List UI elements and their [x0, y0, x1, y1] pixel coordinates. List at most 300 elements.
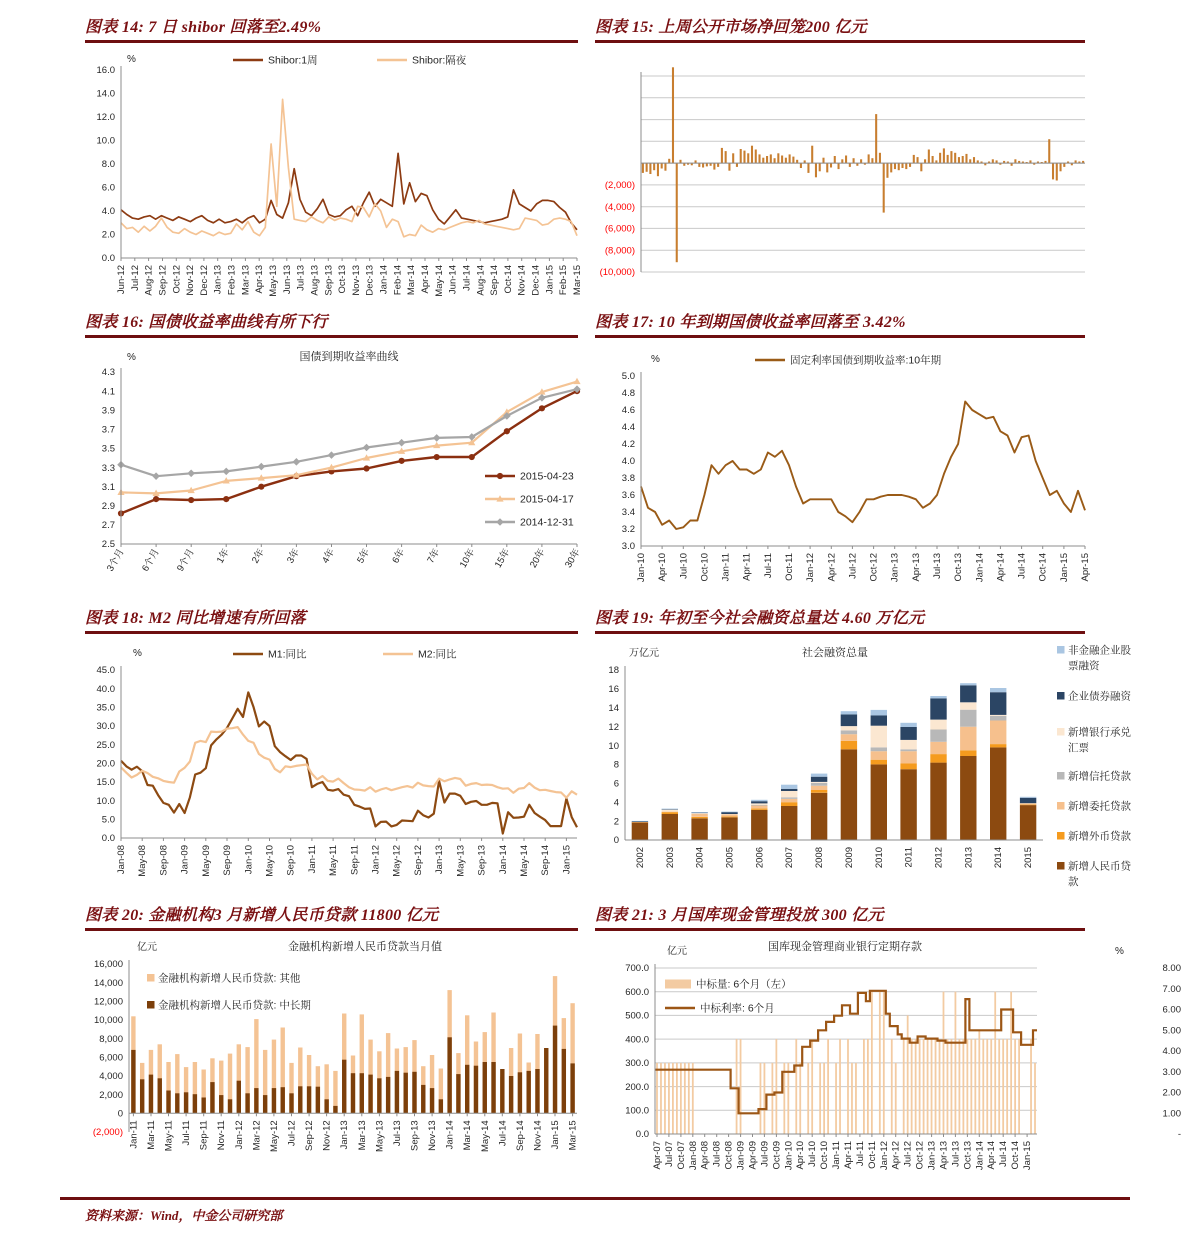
- svg-text:(10,000): (10,000): [599, 267, 635, 279]
- svg-text:Jul-10: Jul-10: [807, 1141, 819, 1167]
- svg-text:Sep-14: Sep-14: [514, 1120, 526, 1151]
- svg-text:Jul-08: Jul-08: [711, 1141, 723, 1167]
- svg-text:3.0: 3.0: [621, 541, 635, 553]
- svg-text:%: %: [127, 352, 136, 363]
- svg-text:1年: 1年: [214, 547, 232, 566]
- svg-text:3.4: 3.4: [621, 507, 635, 519]
- chart17-heading: [595, 309, 1085, 338]
- svg-text:2002: 2002: [634, 847, 646, 869]
- svg-text:35.0: 35.0: [96, 702, 115, 714]
- svg-text:非金融企业股: 非金融企业股: [1068, 644, 1131, 657]
- chart18-title: 图表 18: M2 同比增速有所回落: [85, 610, 306, 627]
- svg-text:Jan-14: Jan-14: [974, 1141, 986, 1171]
- svg-text:16.0: 16.0: [96, 65, 115, 77]
- svg-text:8.0: 8.0: [101, 159, 115, 171]
- chart16-title: 图表 16: 国债收益率曲线有所下行: [85, 314, 328, 331]
- svg-text:6.0: 6.0: [101, 182, 115, 194]
- svg-text:2007: 2007: [784, 847, 796, 869]
- svg-text:Jan-12: Jan-12: [878, 1141, 890, 1171]
- svg-text:Jan-09: Jan-09: [735, 1141, 747, 1171]
- svg-text:Sep-12: Sep-12: [304, 1120, 316, 1151]
- svg-text:0.0: 0.0: [635, 1129, 649, 1141]
- svg-text:金融机构新增人民币贷款当月值: 金融机构新增人民币贷款当月值: [288, 941, 442, 953]
- svg-text:10.0: 10.0: [96, 795, 115, 807]
- svg-text:Oct-14: Oct-14: [502, 265, 514, 294]
- svg-text:Sep-11: Sep-11: [198, 1120, 210, 1151]
- svg-text:4.0: 4.0: [621, 456, 635, 468]
- svg-text:18: 18: [608, 665, 619, 677]
- svg-text:2015-04-23: 2015-04-23: [520, 470, 574, 483]
- svg-text:May-11: May-11: [163, 1120, 175, 1152]
- svg-text:12: 12: [608, 721, 619, 733]
- svg-text:Dec-12: Dec-12: [198, 265, 210, 296]
- svg-text:0.0: 0.0: [101, 253, 115, 265]
- svg-text:14.0: 14.0: [96, 88, 115, 100]
- svg-text:(2,000): (2,000): [604, 180, 635, 192]
- svg-text:3.1: 3.1: [101, 481, 115, 493]
- svg-text:Apr-11: Apr-11: [843, 1141, 854, 1169]
- svg-text:Aug-12: Aug-12: [143, 265, 155, 296]
- svg-text:Oct-10: Oct-10: [819, 1141, 831, 1170]
- svg-text:社会融资总量: 社会融资总量: [802, 647, 868, 659]
- svg-text:国债到期收益率曲线: 国债到期收益率曲线: [299, 351, 399, 363]
- svg-text:Nov-13: Nov-13: [350, 265, 362, 296]
- svg-text:2011: 2011: [903, 847, 915, 868]
- svg-text:%: %: [1115, 946, 1124, 957]
- chart21-title: 图表 21: 3 月国库现金管理投放 300 亿元: [595, 907, 884, 924]
- svg-text:Jan-15: Jan-15: [1058, 553, 1070, 583]
- svg-text:新增信托贷款: 新增信托贷款: [1068, 770, 1131, 783]
- svg-text:4: 4: [613, 797, 619, 809]
- svg-text:2008: 2008: [814, 847, 826, 869]
- svg-text:14,000: 14,000: [93, 977, 123, 989]
- chart19-title: 图表 19: 年初至今社会融资总量达 4.60 万亿元: [595, 610, 925, 627]
- svg-text:9个月: 9个月: [175, 547, 197, 574]
- svg-text:2009: 2009: [843, 847, 855, 869]
- svg-text:2015-04-17: 2015-04-17: [520, 493, 574, 506]
- svg-text:Jan-08: Jan-08: [116, 845, 127, 875]
- svg-text:3.3: 3.3: [101, 462, 115, 474]
- svg-text:May-14: May-14: [519, 845, 530, 877]
- svg-text:Oct-12: Oct-12: [914, 1141, 926, 1170]
- svg-text:中标量: 6个月（左）: 中标量: 6个月（左）: [696, 978, 792, 991]
- svg-text:Jan-10: Jan-10: [636, 553, 647, 583]
- chart16-heading: [85, 309, 578, 338]
- svg-text:Oct-07: Oct-07: [675, 1141, 687, 1170]
- svg-text:Jul-14: Jul-14: [1016, 553, 1028, 579]
- svg-text:Jan-10: Jan-10: [243, 845, 255, 875]
- svg-text:6年: 6年: [390, 547, 408, 566]
- svg-text:8.00: 8.00: [1162, 963, 1181, 975]
- svg-text:(8,000): (8,000): [604, 245, 635, 257]
- svg-text:Mar-15: Mar-15: [567, 1120, 579, 1151]
- chart21-canvas: [595, 932, 1191, 1201]
- svg-text:Sep-13: Sep-13: [323, 265, 335, 296]
- svg-text:Sep-10: Sep-10: [285, 845, 297, 876]
- svg-text:5.0: 5.0: [101, 814, 115, 826]
- svg-text:Mar-11: Mar-11: [146, 1120, 157, 1150]
- svg-text:-: -: [1177, 1129, 1181, 1141]
- svg-text:Jan-13: Jan-13: [212, 265, 224, 295]
- chart18-heading: [85, 605, 578, 634]
- svg-text:2: 2: [613, 816, 619, 828]
- svg-text:2.7: 2.7: [101, 520, 115, 532]
- svg-text:%: %: [651, 354, 660, 365]
- svg-text:2014: 2014: [993, 847, 1005, 869]
- svg-text:Jul-12: Jul-12: [902, 1141, 914, 1167]
- svg-text:0: 0: [117, 1108, 123, 1120]
- svg-text:Sep-14: Sep-14: [540, 845, 552, 876]
- svg-text:Sep-11: Sep-11: [349, 845, 361, 875]
- svg-text:Jun-14: Jun-14: [447, 265, 459, 295]
- svg-text:Apr-12: Apr-12: [826, 553, 838, 582]
- svg-text:(4,000): (4,000): [604, 201, 635, 213]
- svg-text:2010: 2010: [873, 847, 885, 869]
- svg-text:1.00: 1.00: [1162, 1108, 1181, 1120]
- svg-text:7年: 7年: [425, 547, 443, 566]
- svg-text:15.0: 15.0: [96, 777, 115, 789]
- svg-text:2013: 2013: [963, 847, 975, 869]
- svg-text:Shibor:1周: Shibor:1周: [268, 54, 318, 67]
- svg-text:2004: 2004: [694, 847, 706, 869]
- svg-text:4.6: 4.6: [621, 405, 635, 417]
- svg-text:May-12: May-12: [391, 845, 403, 877]
- svg-text:2005: 2005: [724, 847, 736, 869]
- svg-text:Apr-11: Apr-11: [741, 553, 753, 581]
- svg-text:3.5: 3.5: [101, 443, 115, 455]
- svg-text:20.0: 20.0: [96, 758, 115, 770]
- svg-text:Apr-10: Apr-10: [657, 553, 669, 582]
- svg-text:Jun-12: Jun-12: [116, 265, 127, 295]
- svg-text:Jul-14: Jul-14: [461, 265, 473, 291]
- svg-text:Apr-14: Apr-14: [995, 553, 1007, 582]
- svg-text:新增外币贷款: 新增外币贷款: [1068, 830, 1131, 843]
- svg-text:Jul-13: Jul-13: [932, 553, 943, 579]
- svg-text:2.0: 2.0: [101, 229, 115, 241]
- svg-text:Sep-12: Sep-12: [412, 845, 424, 876]
- svg-text:Jan-13: Jan-13: [889, 553, 901, 583]
- svg-text:6: 6: [613, 778, 619, 790]
- svg-text:%: %: [127, 54, 136, 65]
- svg-text:Oct-10: Oct-10: [699, 553, 711, 582]
- svg-text:Apr-09: Apr-09: [747, 1141, 759, 1170]
- svg-text:16: 16: [608, 684, 619, 696]
- svg-text:Oct-09: Oct-09: [771, 1141, 783, 1170]
- svg-text:Oct-14: Oct-14: [1010, 1141, 1022, 1170]
- svg-text:国库现金管理商业银行定期存款: 国库现金管理商业银行定期存款: [768, 941, 922, 953]
- svg-text:亿元: 亿元: [667, 946, 687, 957]
- svg-text:May-14: May-14: [479, 1120, 491, 1152]
- chart18-canvas: [85, 636, 585, 907]
- svg-text:亿元: 亿元: [137, 942, 157, 953]
- chart16-canvas: [85, 342, 585, 613]
- chart14-canvas: [85, 46, 585, 313]
- chart21-heading: [595, 902, 1085, 931]
- svg-text:Jul-13: Jul-13: [950, 1141, 962, 1167]
- svg-text:4.00: 4.00: [1162, 1046, 1181, 1058]
- svg-text:Jul-14: Jul-14: [998, 1141, 1010, 1167]
- svg-text:10年: 10年: [457, 547, 478, 570]
- svg-text:Apr-14: Apr-14: [986, 1141, 998, 1170]
- svg-text:4.0: 4.0: [101, 206, 115, 218]
- chart14-title: 图表 14: 7 日 shibor 回落至2.49%: [85, 19, 322, 36]
- svg-text:Oct-12: Oct-12: [868, 553, 880, 582]
- svg-text:Jan-15: Jan-15: [550, 1120, 561, 1150]
- svg-text:Jan-15: Jan-15: [1022, 1141, 1034, 1171]
- svg-text:Jan-12: Jan-12: [805, 553, 817, 583]
- svg-text:3.00: 3.00: [1162, 1066, 1181, 1078]
- svg-text:(2,000): (2,000): [92, 1127, 123, 1139]
- svg-text:Oct-11: Oct-11: [866, 1141, 878, 1169]
- svg-text:Jul-09: Jul-09: [759, 1141, 771, 1167]
- svg-text:Jul-12: Jul-12: [129, 265, 141, 291]
- svg-text:Jan-11: Jan-11: [720, 553, 732, 582]
- svg-text:May-14: May-14: [433, 265, 445, 297]
- svg-text:10.0: 10.0: [96, 135, 115, 147]
- svg-text:700.0: 700.0: [625, 963, 649, 975]
- svg-text:Feb-15: Feb-15: [558, 265, 570, 296]
- svg-text:Jan-12: Jan-12: [233, 1120, 245, 1150]
- svg-text:Jan-10: Jan-10: [783, 1141, 795, 1171]
- svg-text:Apr-13: Apr-13: [938, 1141, 950, 1170]
- svg-text:Sep-14: Sep-14: [489, 265, 501, 296]
- svg-text:Nov-12: Nov-12: [185, 265, 197, 296]
- svg-text:25.0: 25.0: [96, 739, 115, 751]
- svg-text:款: 款: [1068, 876, 1079, 888]
- svg-text:Aug-13: Aug-13: [309, 265, 321, 296]
- svg-text:2006: 2006: [754, 847, 766, 869]
- svg-text:8,000: 8,000: [99, 1033, 123, 1045]
- svg-text:Oct-14: Oct-14: [1037, 553, 1049, 582]
- svg-text:6个月: 6个月: [140, 547, 162, 574]
- svg-text:汇票: 汇票: [1068, 742, 1089, 754]
- svg-text:Sep-08: Sep-08: [158, 845, 170, 876]
- svg-text:7.00: 7.00: [1162, 984, 1181, 995]
- svg-text:Jul-13: Jul-13: [295, 265, 307, 291]
- svg-text:Jul-12: Jul-12: [847, 553, 859, 579]
- svg-text:Jul-10: Jul-10: [678, 553, 690, 579]
- svg-text:Jan-14: Jan-14: [974, 553, 986, 583]
- svg-text:Sep-12: Sep-12: [157, 265, 169, 296]
- svg-text:May-13: May-13: [268, 265, 279, 297]
- svg-text:Jan-13: Jan-13: [339, 1120, 351, 1150]
- chart15-title: 图表 15: 上周公开市场净回笼200 亿元: [595, 19, 867, 36]
- svg-text:10: 10: [608, 740, 619, 752]
- svg-text:Jan-09: Jan-09: [179, 845, 191, 875]
- svg-text:票融资: 票融资: [1068, 660, 1100, 672]
- svg-text:Shibor:隔夜: Shibor:隔夜: [412, 54, 467, 67]
- svg-text:4年: 4年: [320, 547, 338, 566]
- svg-text:Jan-15: Jan-15: [561, 845, 573, 875]
- svg-text:Feb-13: Feb-13: [226, 265, 238, 296]
- svg-text:Oct-11: Oct-11: [784, 553, 795, 581]
- svg-text:Apr-10: Apr-10: [795, 1141, 807, 1170]
- svg-text:(6,000): (6,000): [604, 223, 635, 235]
- svg-text:Jul-12: Jul-12: [286, 1120, 298, 1147]
- svg-text:Jan-13: Jan-13: [926, 1141, 938, 1171]
- svg-text:4.4: 4.4: [621, 422, 635, 434]
- svg-text:5.00: 5.00: [1162, 1025, 1181, 1037]
- svg-text:2014-12-31: 2014-12-31: [520, 516, 574, 529]
- svg-text:0.0: 0.0: [101, 833, 115, 845]
- svg-text:200.0: 200.0: [625, 1081, 649, 1093]
- svg-text:金融机构新增人民币贷款: 中长期: 金融机构新增人民币贷款: 中长期: [158, 999, 311, 1012]
- svg-text:Oct-13: Oct-13: [962, 1141, 974, 1170]
- svg-text:Oct-08: Oct-08: [723, 1141, 735, 1170]
- svg-text:May-09: May-09: [200, 845, 212, 877]
- svg-text:Jul-11: Jul-11: [762, 553, 774, 579]
- svg-text:5.0: 5.0: [621, 371, 635, 383]
- svg-text:2.9: 2.9: [101, 501, 115, 512]
- svg-text:45.0: 45.0: [96, 665, 115, 677]
- svg-text:新增银行承兑: 新增银行承兑: [1068, 726, 1131, 739]
- svg-text:20年: 20年: [527, 547, 548, 570]
- svg-text:4.3: 4.3: [101, 367, 115, 379]
- svg-text:4.2: 4.2: [621, 439, 635, 451]
- svg-text:M2:同比: M2:同比: [418, 648, 457, 661]
- svg-text:14: 14: [608, 703, 619, 714]
- svg-text:2.5: 2.5: [101, 539, 115, 551]
- svg-text:Oct-12: Oct-12: [171, 265, 183, 294]
- svg-text:2003: 2003: [664, 847, 676, 869]
- svg-text:Oct-13: Oct-13: [337, 265, 349, 294]
- svg-text:Sep-13: Sep-13: [409, 1120, 421, 1151]
- svg-text:Mar-14: Mar-14: [406, 265, 418, 296]
- svg-text:Aug-14: Aug-14: [475, 265, 487, 296]
- chart15-canvas: [595, 46, 1191, 297]
- svg-text:Apr-12: Apr-12: [890, 1141, 902, 1170]
- svg-text:Nov-14: Nov-14: [516, 265, 528, 296]
- svg-text:Mar-14: Mar-14: [462, 1120, 474, 1151]
- svg-text:Jul-14: Jul-14: [497, 1120, 509, 1147]
- svg-text:Apr-13: Apr-13: [254, 265, 266, 294]
- svg-text:Dec-14: Dec-14: [530, 265, 542, 296]
- svg-text:100.0: 100.0: [625, 1105, 649, 1117]
- chart20-heading: [85, 902, 578, 931]
- svg-text:M1:同比: M1:同比: [268, 648, 307, 661]
- svg-text:Nov-14: Nov-14: [532, 1120, 544, 1151]
- svg-text:2,000: 2,000: [99, 1089, 123, 1101]
- svg-text:15年: 15年: [492, 547, 513, 570]
- svg-text:Apr-15: Apr-15: [1080, 553, 1091, 582]
- svg-text:Nov-13: Nov-13: [427, 1120, 439, 1151]
- svg-text:3.8: 3.8: [621, 473, 635, 485]
- svg-text:Mar-13: Mar-13: [356, 1120, 368, 1151]
- chart19-canvas: [595, 636, 1191, 907]
- svg-text:Nov-12: Nov-12: [321, 1120, 333, 1151]
- svg-text:Jun-13: Jun-13: [281, 265, 293, 295]
- chart17-canvas: [595, 342, 1191, 613]
- svg-text:Jan-11: Jan-11: [128, 1120, 140, 1149]
- svg-text:2年: 2年: [249, 547, 267, 566]
- svg-text:May-13: May-13: [455, 845, 467, 877]
- svg-text:400.0: 400.0: [625, 1034, 649, 1046]
- svg-text:Apr-07: Apr-07: [652, 1141, 663, 1170]
- svg-text:May-11: May-11: [328, 845, 340, 876]
- svg-text:2.00: 2.00: [1162, 1087, 1181, 1099]
- svg-text:Apr-14: Apr-14: [420, 265, 431, 294]
- chart20-title: 图表 20: 金融机构3 月新增人民币贷款 11800 亿元: [85, 907, 439, 924]
- svg-text:Jan-11: Jan-11: [831, 1141, 843, 1170]
- chart15-heading: [595, 14, 1085, 43]
- svg-text:Mar-15: Mar-15: [572, 265, 583, 296]
- svg-text:%: %: [133, 648, 142, 659]
- svg-text:企业债券融资: 企业债券融资: [1068, 690, 1131, 703]
- svg-text:4,000: 4,000: [99, 1071, 123, 1083]
- svg-text:Jul-11: Jul-11: [854, 1141, 866, 1167]
- svg-text:Jul-13: Jul-13: [391, 1120, 403, 1147]
- svg-text:Jan-15: Jan-15: [544, 265, 556, 295]
- chart19-heading: [595, 605, 1085, 634]
- svg-text:5年: 5年: [355, 547, 373, 566]
- svg-text:May-10: May-10: [264, 845, 276, 877]
- svg-text:0: 0: [613, 835, 619, 847]
- svg-text:Jan-11: Jan-11: [306, 845, 318, 874]
- svg-text:新增委托贷款: 新增委托贷款: [1068, 800, 1131, 813]
- svg-text:May-08: May-08: [137, 845, 149, 877]
- svg-text:6.00: 6.00: [1162, 1004, 1181, 1016]
- svg-text:3年: 3年: [285, 547, 302, 566]
- svg-text:Mar-12: Mar-12: [251, 1120, 263, 1151]
- svg-text:Jan-14: Jan-14: [497, 845, 509, 875]
- svg-text:3个月: 3个月: [104, 547, 127, 574]
- svg-text:Oct-13: Oct-13: [953, 553, 965, 582]
- svg-text:May-12: May-12: [268, 1120, 280, 1152]
- svg-text:Nov-11: Nov-11: [216, 1120, 228, 1151]
- svg-text:6,000: 6,000: [99, 1052, 123, 1064]
- svg-text:Jul-07: Jul-07: [663, 1141, 675, 1167]
- chart14-heading: [85, 14, 578, 43]
- source-note: 资料来源：Wind，中金公司研究部: [85, 1208, 283, 1223]
- svg-text:500.0: 500.0: [625, 1010, 649, 1022]
- svg-text:300.0: 300.0: [625, 1058, 649, 1070]
- svg-text:Sep-13: Sep-13: [476, 845, 488, 876]
- svg-text:30.0: 30.0: [96, 721, 115, 733]
- svg-text:金融机构新增人民币贷款: 其他: 金融机构新增人民币贷款: 其他: [158, 972, 301, 985]
- svg-text:Jan-08: Jan-08: [687, 1141, 699, 1171]
- svg-text:3.9: 3.9: [101, 405, 115, 417]
- svg-text:12,000: 12,000: [93, 996, 123, 1008]
- svg-text:Jan-12: Jan-12: [370, 845, 382, 875]
- svg-text:新增人民币贷: 新增人民币贷: [1068, 860, 1131, 873]
- svg-text:4.8: 4.8: [621, 388, 635, 400]
- svg-text:Feb-14: Feb-14: [392, 265, 404, 296]
- svg-text:600.0: 600.0: [625, 986, 649, 998]
- svg-text:Apr-13: Apr-13: [910, 553, 922, 582]
- svg-text:Apr-08: Apr-08: [699, 1141, 711, 1170]
- svg-text:May-13: May-13: [374, 1120, 386, 1152]
- svg-text:Dec-13: Dec-13: [364, 265, 376, 296]
- svg-text:Mar-13: Mar-13: [240, 265, 252, 296]
- svg-text:3.2: 3.2: [621, 524, 635, 536]
- svg-text:Jul-11: Jul-11: [181, 1120, 193, 1146]
- svg-text:Jan-14: Jan-14: [444, 1120, 456, 1150]
- svg-text:40.0: 40.0: [96, 683, 115, 695]
- svg-text:万亿元: 万亿元: [629, 648, 659, 659]
- svg-text:8: 8: [613, 759, 619, 771]
- svg-text:30年: 30年: [563, 547, 583, 570]
- chart20-canvas: [85, 932, 585, 1201]
- svg-text:Sep-09: Sep-09: [222, 845, 233, 876]
- footer-divider: [60, 1197, 1130, 1200]
- svg-text:中标利率: 6个月: 中标利率: 6个月: [700, 1002, 775, 1015]
- svg-text:3.6: 3.6: [621, 490, 635, 502]
- svg-text:10,000: 10,000: [93, 1015, 123, 1027]
- svg-text:16,000: 16,000: [93, 959, 123, 971]
- svg-text:3.7: 3.7: [101, 424, 115, 436]
- svg-text:固定利率国债到期收益率:10年期: 固定利率国债到期收益率:10年期: [790, 354, 942, 367]
- chart17-title: 图表 17: 10 年到期国债收益率回落至 3.42%: [595, 314, 906, 331]
